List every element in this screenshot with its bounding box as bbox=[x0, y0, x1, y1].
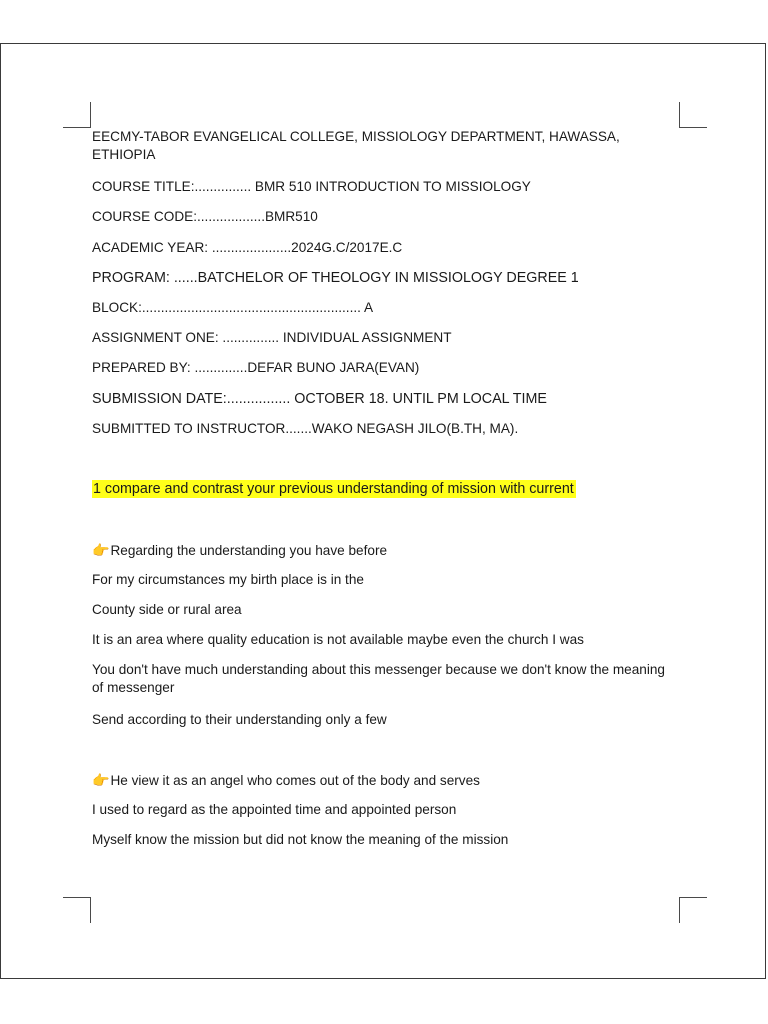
assignment: ASSIGNMENT ONE: ............... INDIVIDUAL ASSIGNMENT bbox=[92, 330, 452, 345]
paragraph-line: County side or rural area bbox=[92, 602, 242, 617]
section2-heading-text: He view it as an angel who comes out of the body and serves bbox=[110, 773, 480, 788]
prepared-by: PREPARED BY: ..............DEFAR BUNO JARA(EVAN) bbox=[92, 360, 420, 375]
margin-mark-bottom-right bbox=[679, 897, 707, 923]
paragraph-line: Send according to their understanding only a few bbox=[92, 712, 387, 727]
paragraph-line: For my circumstances my birth place is in the bbox=[92, 572, 364, 587]
paragraph-line: You don't have much understanding about this messenger because we don't know the meaning of messenger bbox=[92, 662, 665, 695]
section1-heading bbox=[92, 541, 387, 560]
question-line bbox=[92, 480, 576, 498]
block: BLOCK:.......................................................... A bbox=[92, 300, 374, 315]
submission-date: SUBMISSION DATE:................ OCTOBER 18. UNTIL PM LOCAL TIME bbox=[92, 391, 547, 407]
college-heading: EECMY-TABOR EVANGELICAL COLLEGE, MISSIOLOGY DEPARTMENT, HAWASSA, ETHIOPIA bbox=[92, 129, 620, 162]
submitted-to: SUBMITTED TO INSTRUCTOR.......WAKO NEGASH JILO(B.TH, MA). bbox=[92, 421, 519, 436]
pointing-hand-icon: 👉 bbox=[92, 542, 110, 558]
margin-mark-top-right bbox=[679, 102, 707, 128]
course-code: COURSE CODE:..................BMR510 bbox=[92, 209, 318, 224]
paragraph-line: It is an area where quality education is not available maybe even the church I was bbox=[92, 632, 584, 647]
program: PROGRAM: ......BATCHELOR OF THEOLOGY IN MISSIOLOGY DEGREE 1 bbox=[92, 270, 579, 286]
margin-mark-bottom-left bbox=[63, 897, 91, 923]
section2-heading bbox=[92, 771, 480, 790]
paragraph-line: Myself know the mission but did not know the meaning of the mission bbox=[92, 832, 509, 847]
pointing-hand-icon: 👉 bbox=[92, 772, 110, 788]
section1-heading-text: Regarding the understanding you have before bbox=[110, 543, 388, 558]
academic-year: ACADEMIC YEAR: .....................2024G.C/2017E.C bbox=[92, 240, 403, 255]
paragraph-line: I used to regard as the appointed time and appointed person bbox=[92, 802, 457, 817]
course-title: COURSE TITLE:............... BMR 510 INTRODUCTION TO MISSIOLOGY bbox=[92, 179, 531, 194]
highlighted-question: 1 compare and contrast your previous understanding of mission with current bbox=[93, 481, 574, 497]
margin-mark-top-left bbox=[63, 102, 91, 128]
document-page bbox=[0, 43, 766, 979]
